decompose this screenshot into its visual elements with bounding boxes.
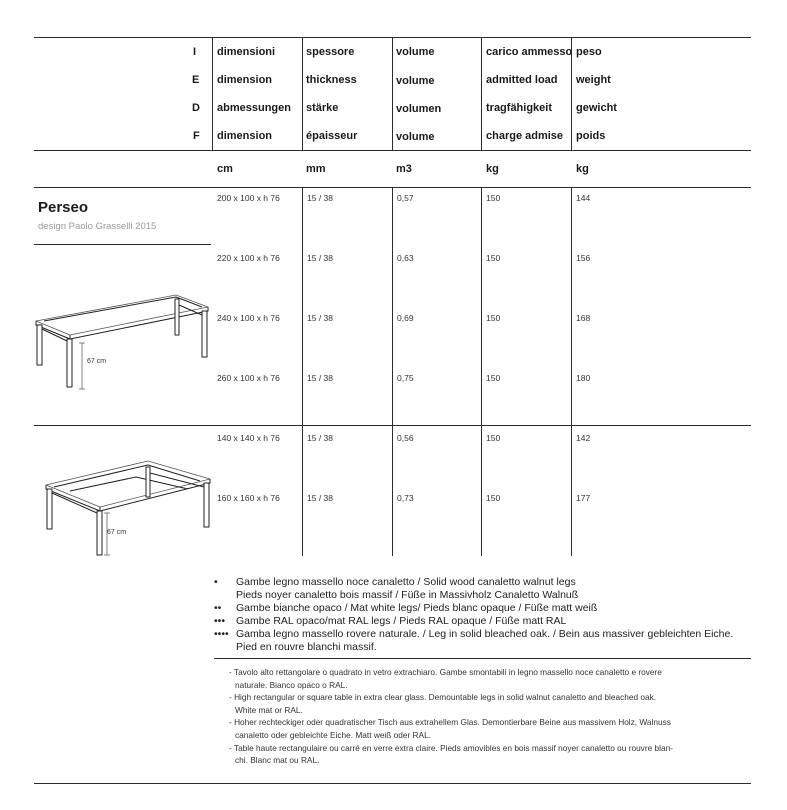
legend-dots: • [214, 576, 218, 588]
col-separator [481, 38, 482, 150]
col-separator [392, 188, 393, 556]
height-label: 67 cm [87, 358, 107, 365]
header-volume: volumen [396, 103, 442, 115]
language-code: I [193, 46, 197, 58]
header-dimension: dimension [217, 74, 273, 86]
legend-text: Gamba legno massello rovere naturale. / Leg in solid bleached oak. / Bein aus massiver gebleichten Eiche. [236, 628, 734, 640]
col-separator [571, 188, 572, 556]
header-weight: gewicht [576, 102, 617, 114]
description-line: canaletto oder gebleichte Eiche. Matt weiß oder RAL. [235, 729, 432, 740]
cell-thickness: 15 / 38 [307, 433, 333, 443]
legend-text: Gambe bianche opaco / Mat white legs/ Pieds blanc opaque / Füße matt weiß [236, 602, 598, 614]
legend-item [214, 576, 576, 588]
square-table-drawing [40, 455, 215, 565]
header-load: tragfähigkeit [486, 102, 553, 114]
product-name: Perseo [38, 199, 89, 216]
unit-load: kg [486, 163, 499, 175]
cell-dimension: 260 x 100 x h 76 [217, 373, 280, 383]
header-thickness: stärke [306, 102, 339, 114]
language-code: F [193, 130, 200, 142]
header-thickness: épaisseur [306, 130, 358, 142]
header-volume: volume [396, 131, 435, 143]
description-line: - Table haute rectangulaire ou carré en verre extra claire. Pieds amovibles en bois massif noyer canaletto ou rouvre blan- [229, 742, 673, 753]
cell-thickness: 15 / 38 [307, 313, 333, 323]
header-rule [34, 150, 751, 151]
legend-item [214, 628, 733, 640]
header-dimension: abmessungen [217, 102, 291, 114]
legend-rule [214, 658, 751, 659]
cell-load: 150 [486, 433, 501, 443]
legend-item [214, 641, 377, 653]
col-separator [212, 38, 213, 150]
legend-item [214, 615, 566, 627]
language-code: E [192, 74, 200, 86]
legend-text: Gambe legno massello noce canaletto / Solid wood canaletto walnut legs [236, 576, 576, 588]
legend-dots: •• [214, 602, 222, 614]
cell-dimension: 160 x 160 x h 76 [217, 493, 280, 503]
col-separator [302, 38, 303, 150]
header-thickness: thickness [306, 74, 357, 86]
cell-load: 150 [486, 493, 501, 503]
cell-dimension: 220 x 100 x h 76 [217, 253, 280, 263]
cell-weight: 156 [576, 253, 591, 263]
cell-load: 150 [486, 253, 501, 263]
cell-dimension: 240 x 100 x h 76 [217, 313, 280, 323]
header-volume: volume [396, 46, 435, 58]
unit-dimension: cm [217, 163, 233, 175]
header-dimension: dimension [217, 130, 273, 142]
col-separator [302, 188, 303, 556]
header-volume: volume [396, 75, 435, 87]
legend-text: Gambe RAL opaco/mat RAL legs / Pieds RAL opaque / Füße matt RAL [236, 615, 567, 627]
cell-volume: 0,63 [397, 253, 414, 263]
product-rule [34, 244, 211, 245]
header-load: admitted load [486, 74, 558, 86]
cell-weight: 144 [576, 193, 591, 203]
cell-weight: 177 [576, 493, 591, 503]
legend-text: Pieds noyer canaletto bois massif / Füße in Massivholz Canaletto Walnuß [236, 589, 579, 601]
header-weight: poids [576, 130, 606, 142]
height-label: 67 cm [107, 529, 127, 536]
header-weight: peso [576, 46, 602, 58]
cell-load: 150 [486, 313, 501, 323]
unit-weight: kg [576, 163, 589, 175]
legend-item [214, 602, 597, 614]
legend-dots: •••• [214, 628, 229, 640]
legend-item [214, 589, 578, 601]
description-line: - High rectangular or square table in extra clear glass. Demountable legs in solid walnut canaletto and bleached oak. [229, 692, 657, 703]
header-dimension: dimensioni [217, 46, 276, 58]
description-line: naturale. Bianco opaco o RAL. [235, 679, 348, 690]
rectangular-table-drawing [30, 285, 215, 395]
col-separator [392, 38, 393, 150]
cell-weight: 142 [576, 433, 591, 443]
cell-dimension: 200 x 100 x h 76 [217, 193, 280, 203]
legend-text: Pied en rouvre blanchi massif. [236, 641, 377, 653]
header-thickness: spessore [306, 46, 355, 58]
cell-thickness: 15 / 38 [307, 193, 333, 203]
product-description [229, 666, 749, 767]
language-code: D [192, 102, 200, 114]
cell-thickness: 15 / 38 [307, 493, 333, 503]
unit-volume: m3 [396, 163, 412, 175]
header-weight: weight [576, 74, 611, 86]
description-line: White mat or RAL. [235, 704, 303, 715]
cell-load: 150 [486, 373, 501, 383]
legend-dots: ••• [214, 615, 226, 627]
cell-volume: 0,75 [397, 373, 414, 383]
description-line: chi. Blanc mat ou RAL. [235, 755, 320, 766]
unit-thickness: mm [306, 163, 326, 175]
cell-volume: 0,73 [397, 493, 414, 503]
cell-volume: 0,57 [397, 193, 414, 203]
header-load: carico ammesso [486, 46, 573, 58]
header-load: charge admise [486, 130, 564, 142]
cell-volume: 0,56 [397, 433, 414, 443]
col-separator [481, 188, 482, 556]
cell-load: 150 [486, 193, 501, 203]
description-line: - Hoher rechteckiger oder quadratischer Tisch aus extrahellem Glas. Demontierbare Beine aus massivem Holz, Walnuss [229, 717, 671, 728]
cell-volume: 0,69 [397, 313, 414, 323]
cell-weight: 168 [576, 313, 591, 323]
description-line: - Tavolo alto rettangolare o quadrato in vetro extrachiaro. Gambe smontabili in legno massello noce canaletto e rovere [229, 667, 662, 677]
product-designer: design Paolo Grasselli 2015 [38, 221, 157, 232]
cell-weight: 180 [576, 373, 591, 383]
cell-thickness: 15 / 38 [307, 253, 333, 263]
cell-thickness: 15 / 38 [307, 373, 333, 383]
bottom-rule [34, 783, 751, 784]
cell-dimension: 140 x 140 x h 76 [217, 433, 280, 443]
